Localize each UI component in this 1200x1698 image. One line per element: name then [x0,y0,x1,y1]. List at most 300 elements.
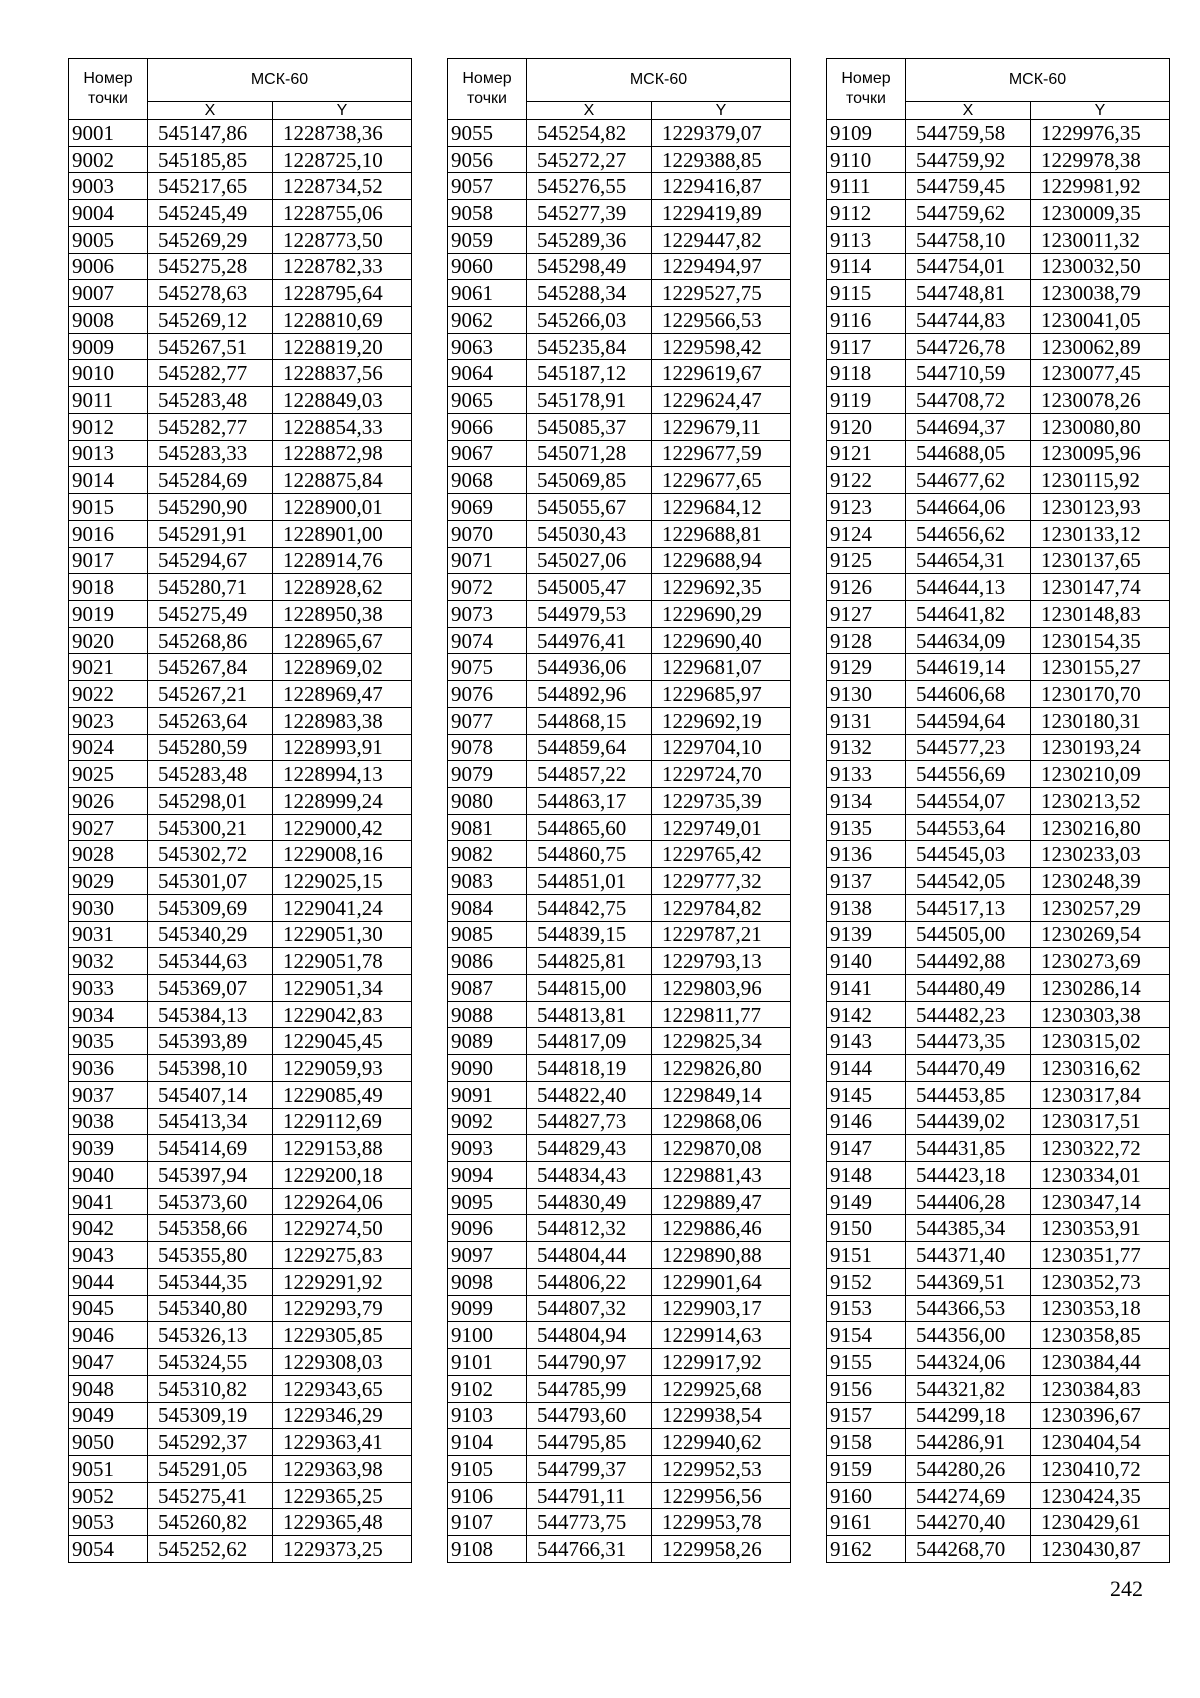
y-coordinate-cell: 1228969,02 [273,654,412,681]
point-number-cell: 9140 [827,948,906,975]
point-number-cell: 9090 [448,1055,527,1082]
x-coordinate-cell: 544694,37 [906,413,1031,440]
table-row [827,1135,1170,1162]
x-coordinate-cell: 545358,66 [148,1215,273,1242]
y-coordinate-cell: 1229777,32 [652,868,791,895]
x-coordinate-cell: 545309,69 [148,894,273,921]
y-coordinate-cell: 1229692,19 [652,707,791,734]
x-coordinate-cell: 545324,55 [148,1349,273,1376]
point-number-cell: 9010 [69,360,148,387]
point-number-cell: 9024 [69,734,148,761]
x-coordinate-cell: 544842,75 [527,894,652,921]
table-row [69,467,412,494]
table-row [827,440,1170,467]
x-coordinate-cell: 545369,07 [148,975,273,1002]
table-row [69,1509,412,1536]
x-coordinate-cell: 544773,75 [527,1509,652,1536]
point-number-cell: 9055 [448,120,527,147]
y-coordinate-cell: 1230384,83 [1031,1375,1170,1402]
table-row [827,1295,1170,1322]
y-coordinate-cell: 1229978,38 [1031,146,1170,173]
point-number-cell: 9146 [827,1108,906,1135]
table-row [448,1509,791,1536]
point-number-cell: 9025 [69,761,148,788]
point-number-cell: 9118 [827,360,906,387]
table-row [827,574,1170,601]
y-coordinate-cell: 1228837,56 [273,360,412,387]
x-coordinate-cell: 544817,09 [527,1028,652,1055]
y-coordinate-cell: 1229793,13 [652,948,791,975]
page-number: 242 [1110,1576,1143,1601]
y-coordinate-cell: 1230216,80 [1031,814,1170,841]
x-coordinate-cell: 544299,18 [906,1402,1031,1429]
x-coordinate-cell: 544606,68 [906,681,1031,708]
point-number-cell: 9160 [827,1482,906,1509]
x-coordinate-cell: 544641,82 [906,600,1031,627]
x-coordinate-cell: 544321,82 [906,1375,1031,1402]
point-number-cell: 9076 [448,681,527,708]
point-number-cell: 9084 [448,894,527,921]
table-row [827,307,1170,334]
x-coordinate-cell: 545275,28 [148,253,273,280]
point-number-cell: 9131 [827,707,906,734]
table-row [69,547,412,574]
y-coordinate-cell: 1230137,65 [1031,547,1170,574]
y-coordinate-cell: 1229388,85 [652,146,791,173]
table-row [448,467,791,494]
x-coordinate-cell: 544822,40 [527,1081,652,1108]
table-row [448,1001,791,1028]
x-coordinate-cell: 545266,03 [527,307,652,334]
point-number-cell: 9102 [448,1375,527,1402]
x-coordinate-cell: 544812,32 [527,1215,652,1242]
point-number-cell: 9145 [827,1081,906,1108]
x-coordinate-cell: 545309,19 [148,1402,273,1429]
point-number-cell: 9110 [827,146,906,173]
point-number-cell: 9022 [69,681,148,708]
x-coordinate-cell: 544758,10 [906,226,1031,253]
x-coordinate-cell: 545185,85 [148,146,273,173]
x-coordinate-cell: 545254,82 [527,120,652,147]
point-number-cell: 9049 [69,1402,148,1429]
y-coordinate-cell: 1228755,06 [273,200,412,227]
point-number-cell: 9054 [69,1536,148,1563]
point-number-cell: 9039 [69,1135,148,1162]
point-number-cell: 9129 [827,654,906,681]
table-row [448,1455,791,1482]
y-header: Y [273,102,412,120]
x-coordinate-cell: 544936,06 [527,654,652,681]
x-coordinate-cell: 544829,43 [527,1135,652,1162]
point-number-cell: 9037 [69,1081,148,1108]
point-number-cell: 9124 [827,520,906,547]
table-row [827,494,1170,521]
point-number-cell: 9126 [827,574,906,601]
y-coordinate-cell: 1228994,13 [273,761,412,788]
x-coordinate-cell: 545414,69 [148,1135,273,1162]
y-coordinate-cell: 1229952,53 [652,1455,791,1482]
point-number-cell: 9060 [448,253,527,280]
point-number-cell: 9002 [69,146,148,173]
point-number-cell: 9061 [448,280,527,307]
y-coordinate-cell: 1228901,00 [273,520,412,547]
y-coordinate-cell: 1229938,54 [652,1402,791,1429]
x-coordinate-cell: 544688,05 [906,440,1031,467]
table-row [69,1375,412,1402]
table-row [448,734,791,761]
y-coordinate-cell: 1229677,65 [652,467,791,494]
x-coordinate-cell: 544865,60 [527,814,652,841]
table-row [827,1108,1170,1135]
point-number-cell: 9113 [827,226,906,253]
point-number-cell: 9013 [69,440,148,467]
table-row [69,787,412,814]
table-row [69,1268,412,1295]
y-coordinate-cell: 1230078,26 [1031,387,1170,414]
y-coordinate-cell: 1228914,76 [273,547,412,574]
table-row [448,627,791,654]
x-coordinate-cell: 545217,65 [148,173,273,200]
table-row [827,814,1170,841]
y-coordinate-cell: 1230316,62 [1031,1055,1170,1082]
point-number-cell: 9028 [69,841,148,868]
x-coordinate-cell: 545269,12 [148,307,273,334]
point-number-cell: 9040 [69,1162,148,1189]
table-row [827,146,1170,173]
point-number-cell: 9053 [69,1509,148,1536]
point-number-cell: 9134 [827,787,906,814]
table-row [827,520,1170,547]
y-coordinate-cell: 1230352,73 [1031,1268,1170,1295]
x-coordinate-cell: 544406,28 [906,1188,1031,1215]
x-coordinate-cell: 544804,44 [527,1242,652,1269]
point-number-cell: 9108 [448,1536,527,1563]
table-row [827,173,1170,200]
y-coordinate-cell: 1230257,29 [1031,894,1170,921]
y-coordinate-cell: 1229681,07 [652,654,791,681]
point-number-cell: 9141 [827,975,906,1002]
table-row [448,1429,791,1456]
table-row [69,894,412,921]
y-coordinate-cell: 1230424,35 [1031,1482,1170,1509]
y-coordinate-cell: 1230154,35 [1031,627,1170,654]
y-coordinate-cell: 1230011,32 [1031,226,1170,253]
y-coordinate-cell: 1229527,75 [652,280,791,307]
point-number-cell: 9019 [69,600,148,627]
table-row [448,173,791,200]
point-number-cell: 9135 [827,814,906,841]
point-number-cell: 9091 [448,1081,527,1108]
point-number-cell: 9052 [69,1482,148,1509]
y-coordinate-cell: 1228782,33 [273,253,412,280]
y-coordinate-cell: 1229566,53 [652,307,791,334]
table-row [69,387,412,414]
point-number-cell: 9150 [827,1215,906,1242]
table-row [448,120,791,147]
point-number-cell: 9011 [69,387,148,414]
x-coordinate-cell: 544556,69 [906,761,1031,788]
x-coordinate-cell: 545407,14 [148,1081,273,1108]
y-coordinate-cell: 1228969,47 [273,681,412,708]
x-coordinate-cell: 544517,13 [906,894,1031,921]
y-coordinate-cell: 1229363,98 [273,1455,412,1482]
point-number-cell: 9044 [69,1268,148,1295]
table-row [827,1375,1170,1402]
point-number-cell: 9088 [448,1001,527,1028]
y-coordinate-cell: 1230123,93 [1031,494,1170,521]
point-number-cell: 9047 [69,1349,148,1376]
x-coordinate-cell: 544863,17 [527,787,652,814]
table-row [827,868,1170,895]
y-coordinate-cell: 1229308,03 [273,1349,412,1376]
y-coordinate-cell: 1229274,50 [273,1215,412,1242]
x-coordinate-cell: 545027,06 [527,547,652,574]
x-coordinate-cell: 545340,29 [148,921,273,948]
table-row [69,1162,412,1189]
y-coordinate-cell: 1228875,84 [273,467,412,494]
y-coordinate-cell: 1229343,65 [273,1375,412,1402]
x-coordinate-cell: 544473,35 [906,1028,1031,1055]
x-coordinate-cell: 545384,13 [148,1001,273,1028]
point-number-cell: 9114 [827,253,906,280]
table-row [827,1001,1170,1028]
x-coordinate-cell: 544857,22 [527,761,652,788]
table-row [827,413,1170,440]
point-number-cell: 9153 [827,1295,906,1322]
x-coordinate-cell: 544439,02 [906,1108,1031,1135]
table-row [827,1028,1170,1055]
point-number-cell: 9112 [827,200,906,227]
x-coordinate-cell: 545275,41 [148,1482,273,1509]
point-number-cell: 9116 [827,307,906,334]
x-coordinate-cell: 544807,32 [527,1295,652,1322]
y-coordinate-cell: 1229953,78 [652,1509,791,1536]
table-row [448,841,791,868]
point-number-cell: 9085 [448,921,527,948]
x-coordinate-cell: 544366,53 [906,1295,1031,1322]
table-row [448,1242,791,1269]
point-number-cell: 9017 [69,547,148,574]
point-number-cell: 9066 [448,413,527,440]
x-coordinate-cell: 544759,62 [906,200,1031,227]
y-coordinate-cell: 1229870,08 [652,1135,791,1162]
table-row [448,600,791,627]
table-row [448,1081,791,1108]
table-row [69,173,412,200]
y-coordinate-cell: 1229976,35 [1031,120,1170,147]
x-coordinate-cell: 544860,75 [527,841,652,868]
x-coordinate-cell: 544542,05 [906,868,1031,895]
x-coordinate-cell: 545283,48 [148,387,273,414]
table-row [827,1055,1170,1082]
y-coordinate-cell: 1229724,70 [652,761,791,788]
y-coordinate-cell: 1229881,43 [652,1162,791,1189]
x-coordinate-cell: 544830,49 [527,1188,652,1215]
point-number-cell: 9056 [448,146,527,173]
table-row [448,1349,791,1376]
y-coordinate-cell: 1229363,41 [273,1429,412,1456]
x-coordinate-cell: 544453,85 [906,1081,1031,1108]
table-row [69,707,412,734]
x-coordinate-cell: 545298,01 [148,787,273,814]
table-row [448,333,791,360]
table-row [448,654,791,681]
point-number-cell: 9121 [827,440,906,467]
x-coordinate-cell: 545288,34 [527,280,652,307]
point-number-cell: 9043 [69,1242,148,1269]
x-coordinate-cell: 545071,28 [527,440,652,467]
y-coordinate-cell: 1230334,01 [1031,1162,1170,1189]
point-number-cell: 9016 [69,520,148,547]
point-number-cell: 9119 [827,387,906,414]
table-row [827,1322,1170,1349]
x-coordinate-cell: 545398,10 [148,1055,273,1082]
x-coordinate-cell: 544594,64 [906,707,1031,734]
y-coordinate-cell: 1230148,83 [1031,600,1170,627]
x-coordinate-cell: 545292,37 [148,1429,273,1456]
table-row [827,1455,1170,1482]
y-coordinate-cell: 1230353,91 [1031,1215,1170,1242]
point-number-cell: 9041 [69,1188,148,1215]
y-coordinate-cell: 1229045,45 [273,1028,412,1055]
table-row [448,360,791,387]
y-coordinate-cell: 1230358,85 [1031,1322,1170,1349]
point-number-cell: 9095 [448,1188,527,1215]
point-number-cell: 9078 [448,734,527,761]
x-coordinate-cell: 545069,85 [527,467,652,494]
point-number-cell: 9147 [827,1135,906,1162]
table-row [827,547,1170,574]
y-coordinate-cell: 1230193,24 [1031,734,1170,761]
point-number-header: Номер точки [827,59,906,120]
table-row [69,1242,412,1269]
y-coordinate-cell: 1229690,40 [652,627,791,654]
point-number-cell: 9082 [448,841,527,868]
table-row [69,1215,412,1242]
y-coordinate-cell: 1229685,97 [652,681,791,708]
table-row [448,921,791,948]
x-coordinate-cell: 544790,97 [527,1349,652,1376]
point-number-cell: 9125 [827,547,906,574]
x-coordinate-cell: 544859,64 [527,734,652,761]
y-coordinate-cell: 1228928,62 [273,574,412,601]
table-row [69,1429,412,1456]
table-row [448,440,791,467]
table-row [69,921,412,948]
y-coordinate-cell: 1228849,03 [273,387,412,414]
table-row [827,120,1170,147]
x-coordinate-cell: 545269,29 [148,226,273,253]
point-number-cell: 9120 [827,413,906,440]
point-number-cell: 9030 [69,894,148,921]
x-coordinate-cell: 545267,51 [148,333,273,360]
point-number-cell: 9073 [448,600,527,627]
x-coordinate-cell: 544759,58 [906,120,1031,147]
x-coordinate-cell: 545267,84 [148,654,273,681]
y-coordinate-cell: 1230396,67 [1031,1402,1170,1429]
y-coordinate-cell: 1228854,33 [273,413,412,440]
x-coordinate-cell: 545085,37 [527,413,652,440]
point-number-cell: 9142 [827,1001,906,1028]
y-coordinate-cell: 1228734,52 [273,173,412,200]
x-coordinate-cell: 544759,92 [906,146,1031,173]
x-coordinate-cell: 544818,19 [527,1055,652,1082]
y-coordinate-cell: 1230353,18 [1031,1295,1170,1322]
point-number-cell: 9098 [448,1268,527,1295]
point-number-cell: 9062 [448,307,527,334]
table-row [69,681,412,708]
point-number-cell: 9100 [448,1322,527,1349]
y-coordinate-cell: 1228999,24 [273,787,412,814]
table-row [827,1536,1170,1563]
point-number-cell: 9004 [69,200,148,227]
point-number-cell: 9136 [827,841,906,868]
table-row [827,681,1170,708]
table-row [827,387,1170,414]
y-coordinate-cell: 1229365,48 [273,1509,412,1536]
table-row [69,280,412,307]
table-row [827,1242,1170,1269]
y-coordinate-cell: 1229085,49 [273,1081,412,1108]
point-number-cell: 9080 [448,787,527,814]
y-coordinate-cell: 1229914,63 [652,1322,791,1349]
table-row [827,921,1170,948]
point-number-cell: 9042 [69,1215,148,1242]
table-row [69,1482,412,1509]
point-number-cell: 9036 [69,1055,148,1082]
point-number-cell: 9099 [448,1295,527,1322]
point-number-cell: 9009 [69,333,148,360]
table-row [827,253,1170,280]
y-coordinate-cell: 1230147,74 [1031,574,1170,601]
y-coordinate-cell: 1229811,77 [652,1001,791,1028]
point-number-cell: 9139 [827,921,906,948]
x-coordinate-cell: 544827,73 [527,1108,652,1135]
y-coordinate-cell: 1229956,56 [652,1482,791,1509]
x-coordinate-cell: 545252,62 [148,1536,273,1563]
y-coordinate-cell: 1230248,39 [1031,868,1170,895]
point-number-cell: 9075 [448,654,527,681]
y-coordinate-cell: 1229886,46 [652,1215,791,1242]
point-number-cell: 9050 [69,1429,148,1456]
x-coordinate-cell: 544268,70 [906,1536,1031,1563]
table-row [827,627,1170,654]
x-coordinate-cell: 544324,06 [906,1349,1031,1376]
y-coordinate-cell: 1228965,67 [273,627,412,654]
point-number-cell: 9111 [827,173,906,200]
y-coordinate-cell: 1229903,17 [652,1295,791,1322]
y-coordinate-cell: 1229419,89 [652,200,791,227]
point-number-cell: 9162 [827,1536,906,1563]
y-coordinate-cell: 1228738,36 [273,120,412,147]
y-coordinate-cell: 1230404,54 [1031,1429,1170,1456]
table-row [827,841,1170,868]
point-number-cell: 9137 [827,868,906,895]
x-coordinate-cell: 544791,11 [527,1482,652,1509]
x-coordinate-cell: 544976,41 [527,627,652,654]
y-coordinate-cell: 1229293,79 [273,1295,412,1322]
y-coordinate-cell: 1229624,47 [652,387,791,414]
x-coordinate-cell: 544815,00 [527,975,652,1002]
y-coordinate-cell: 1230315,02 [1031,1028,1170,1055]
x-coordinate-cell: 544744,83 [906,307,1031,334]
point-number-cell: 9059 [448,226,527,253]
point-number-cell: 9071 [448,547,527,574]
table-row [827,360,1170,387]
coordinate-system-header: МСК-60 [527,59,791,102]
table-row [448,1188,791,1215]
y-coordinate-cell: 1230430,87 [1031,1536,1170,1563]
